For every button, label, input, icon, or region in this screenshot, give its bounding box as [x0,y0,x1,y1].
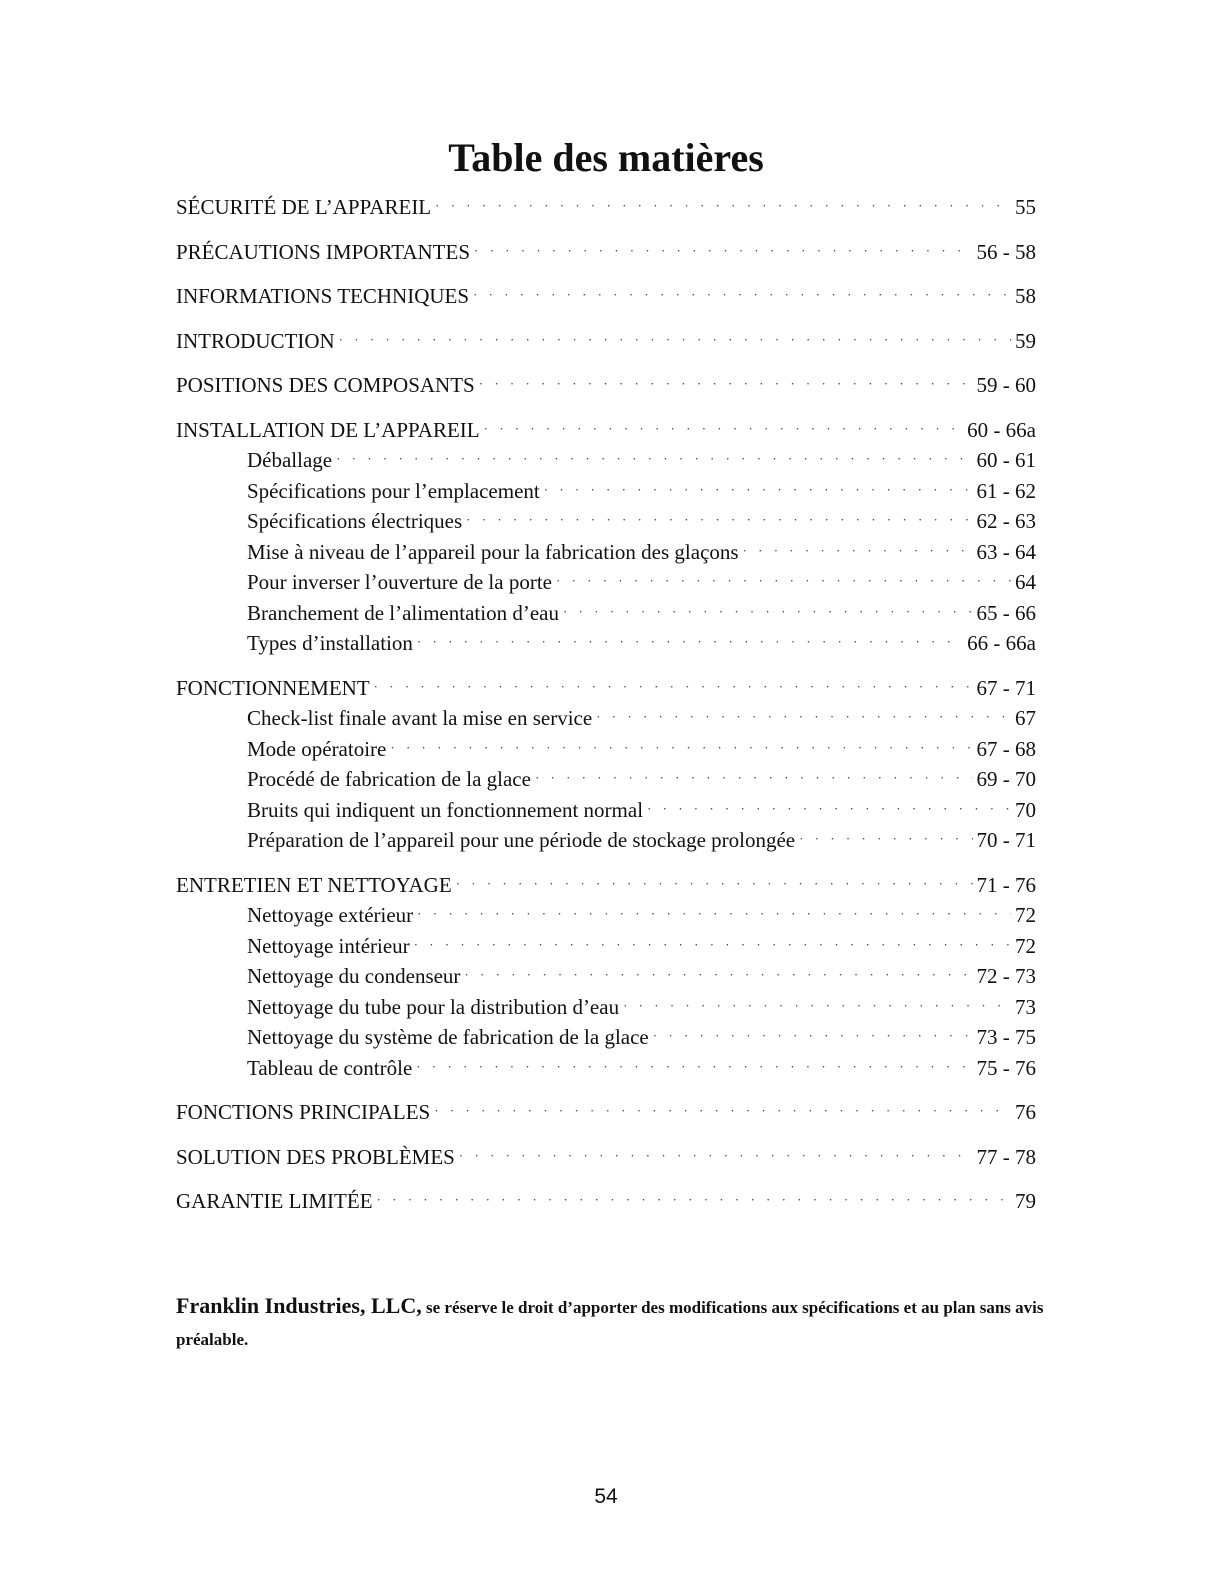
toc-entry-label: FONCTIONS PRINCIPALES [176,1100,431,1124]
toc-dot-leader [623,998,1011,1014]
toc-subentry [176,601,1036,632]
toc-dot-leader [474,243,973,259]
toc-entry [176,1100,1036,1131]
toc-entry-label: Mise à niveau de l’appareil pour la fabrication des glaçons [247,539,739,564]
toc-entry-label: Préparation de l’appareil pour une période de stockage prolongée [247,828,796,852]
toc-section [176,873,1036,1087]
toc-entry-label: SOLUTION DES PROBLÈMES [176,1144,455,1169]
toc-entry-page: 72 [1015,933,1036,958]
toc-entry-label: Spécifications électriques [247,509,463,533]
toc-dot-leader [464,967,972,983]
toc-entry-page: 56 - 58 [976,239,1036,264]
toc-subentry [176,540,1036,571]
toc-section [176,240,1036,271]
toc-entry-label: Pour inverser l’ouverture de la porte [247,570,552,594]
toc-entry-page: 77 - 78 [976,1144,1036,1169]
toc-entry [176,284,1036,315]
toc-entry-page: 64 [1015,570,1036,594]
toc-entry-page: 67 [1015,706,1036,730]
toc-subentry [176,737,1036,768]
toc-entry-page: 63 - 64 [976,539,1036,564]
toc-entry-label: Nettoyage du condenseur [247,964,461,988]
toc-dot-leader [556,573,1011,589]
toc-entry-page: 72 [1015,903,1036,927]
toc-dot-leader [416,1059,972,1075]
toc-entry-label: Branchement de l’alimentation d’eau [247,600,559,625]
company-name: Franklin Industries, LLC, [176,1293,422,1318]
toc-section [176,676,1036,859]
toc-dot-leader [647,801,1011,817]
toc-section [176,329,1036,360]
toc-entry-page: 65 - 66 [976,600,1036,625]
toc-entry-label: Nettoyage intérieur [247,933,410,958]
toc-subentry [176,903,1036,934]
toc-dot-leader [417,634,963,650]
toc-entry-label: Tableau de contrôle [247,1055,413,1080]
toc-entry [176,240,1036,271]
toc-entry-page: 61 - 62 [976,478,1036,503]
toc-entry-label: Nettoyage du système de fabrication de la glace [247,1025,649,1049]
toc-subentry [176,479,1036,510]
toc-entry-label: Bruits qui indiquent un fonctionnement normal [247,797,644,822]
toc-entry-label: INTRODUCTION [176,328,335,353]
toc-entry-label: Spécifications pour l’emplacement [247,478,540,503]
toc-entry [176,676,1036,707]
toc-entry-page: 72 - 73 [976,964,1036,988]
toc-entry-page: 73 - 75 [976,1025,1036,1049]
toc-dot-leader [544,482,973,498]
toc-subentry [176,964,1036,995]
toc-dot-leader [435,198,1011,214]
page-title: Table des matières [448,135,764,180]
toc-entry [176,418,1036,449]
toc-subentry [176,509,1036,540]
toc-section [176,284,1036,315]
toc-subentry [176,767,1036,798]
toc-entry-page: 67 - 68 [976,736,1036,761]
toc-section [176,418,1036,662]
toc-section [176,1145,1036,1176]
toc-entry-label: Déballage [247,448,333,472]
toc-entry-page: 60 - 66a [967,417,1036,442]
toc-dot-leader [434,1103,1011,1119]
toc-entry-page: 59 [1015,328,1036,353]
table-of-contents [176,195,1036,1234]
toc-entry-page: 70 [1015,797,1036,822]
toc-subentry [176,1056,1036,1087]
toc-dot-leader [653,1028,973,1044]
toc-entry-page: 69 - 70 [976,767,1036,791]
toc-subentry [176,798,1036,829]
toc-dot-leader [484,421,964,437]
toc-dot-leader [799,831,972,847]
toc-subentry [176,570,1036,601]
toc-dot-leader [377,1192,1011,1208]
toc-entry-page: 67 - 71 [976,675,1036,700]
toc-section [176,195,1036,226]
toc-subentry [176,448,1036,479]
toc-entry-page: 70 - 71 [976,828,1036,852]
toc-dot-leader [473,287,1011,303]
toc-entry-page: 71 - 76 [976,872,1036,897]
toc-dot-leader [414,937,1011,953]
toc-subentry [176,706,1036,737]
toc-entry-label: Types d’installation [247,631,413,655]
toc-entry-page: 75 - 76 [976,1055,1036,1080]
toc-entry-page: 58 [1015,284,1036,308]
toc-entry-page: 66 - 66a [967,631,1036,655]
toc-subentry [176,1025,1036,1056]
toc-subentry [176,631,1036,662]
toc-entry-label: Procédé de fabrication de la glace [247,767,531,791]
toc-dot-leader [563,604,973,620]
toc-dot-leader [596,709,1011,725]
toc-entry-page: 60 - 61 [976,448,1036,472]
toc-entry [176,195,1036,226]
toc-dot-leader [339,332,1011,348]
footer-disclaimer: se réserve le droit d’apporter des modifications aux spécifications et au plan sans avis préalable. [176,1298,1044,1349]
toc-entry-label: POSITIONS DES COMPOSANTS [176,373,475,397]
toc-entry-label: Nettoyage du tube pour la distribution d’eau [247,994,620,1019]
toc-entry [176,1189,1036,1220]
toc-entry-label: INFORMATIONS TECHNIQUES [176,284,470,308]
toc-entry-label: SÉCURITÉ DE L’APPAREIL [176,195,432,219]
toc-entry [176,873,1036,904]
toc-subentry [176,828,1036,859]
toc-entry-label: FONCTIONNEMENT [176,675,370,700]
toc-section [176,373,1036,404]
toc-entry-page: 79 [1015,1189,1036,1213]
toc-entry-page: 76 [1015,1100,1036,1124]
toc-entry-label: Check-list finale avant la mise en service [247,706,593,730]
toc-section [176,1100,1036,1131]
toc-entry-page: 59 - 60 [976,373,1036,397]
toc-section [176,1189,1036,1220]
toc-dot-leader [535,770,973,786]
toc-entry-label: GARANTIE LIMITÉE [176,1189,373,1213]
toc-dot-leader [417,906,1011,922]
toc-subentry [176,934,1036,965]
toc-entry [176,1145,1036,1176]
toc-dot-leader [459,1148,973,1164]
toc-entry [176,373,1036,404]
toc-entry-page: 55 [1015,195,1036,219]
toc-entry-label: PRÉCAUTIONS IMPORTANTES [176,239,470,264]
toc-entry [176,329,1036,360]
toc-dot-leader [456,876,973,892]
toc-dot-leader [743,543,973,559]
toc-entry-label: Mode opératoire [247,736,387,761]
toc-dot-leader [374,679,973,695]
toc-dot-leader [479,376,973,392]
toc-entry-page: 62 - 63 [976,509,1036,533]
toc-dot-leader [390,740,972,756]
toc-entry-page: 73 [1015,994,1036,1019]
footer-note [176,1290,1046,1356]
toc-dot-leader [466,512,972,528]
toc-entry-label: INSTALLATION DE L’APPAREIL [176,417,480,442]
toc-entry-label: ENTRETIEN ET NETTOYAGE [176,872,452,897]
toc-dot-leader [336,451,972,467]
page-number: 54 [594,1485,618,1508]
toc-entry-label: Nettoyage extérieur [247,903,414,927]
toc-subentry [176,995,1036,1026]
